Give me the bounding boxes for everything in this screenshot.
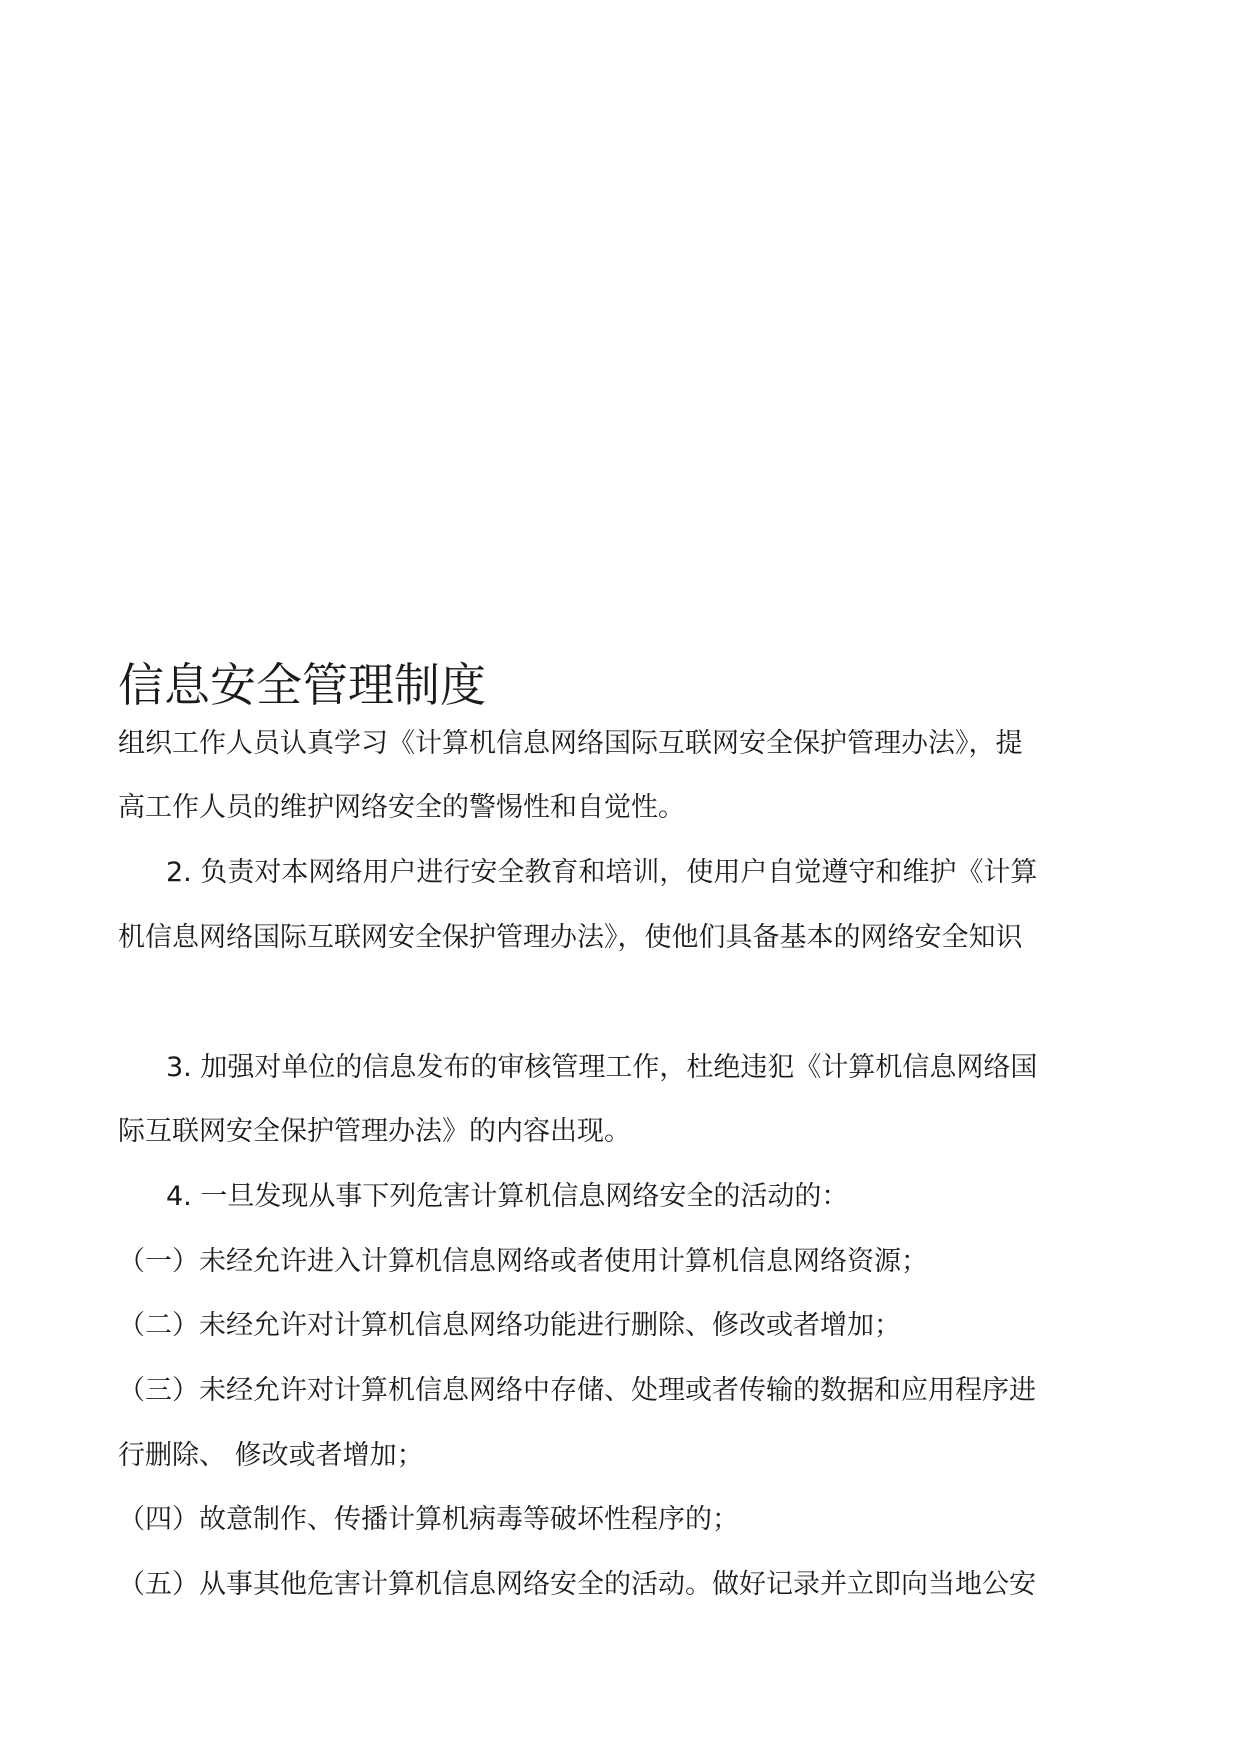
paragraph-line: 4. 一旦发现从事下列危害计算机信息网络安全的活动的： <box>166 1181 849 1212</box>
paragraph-line: 机信息网络国际互联网安全保护管理办法》，使他们具备基本的网络安全知识 <box>118 922 1023 953</box>
paragraph-line: 际互联网安全保护管理办法》的内容出现。 <box>118 1116 631 1147</box>
document-title: 信息安全管理制度 <box>118 658 486 712</box>
paragraph-line: （四）故意制作、传播计算机病毒等破坏性程序的； <box>118 1504 739 1535</box>
paragraph-line: 行删除、 修改或者增加； <box>118 1440 424 1471</box>
paragraph-line: 高工作人员的维护网络安全的警惕性和自觉性。 <box>118 792 685 823</box>
paragraph-line: 2. 负责对本网络用户进行安全教育和培训，使用户自觉遵守和维护《计算 <box>166 857 1038 888</box>
paragraph-line: （三）未经允许对计算机信息网络中存储、处理或者传输的数据和应用程序进 <box>118 1375 1036 1406</box>
paragraph-line: （一）未经允许进入计算机信息网络或者使用计算机信息网络资源； <box>118 1246 928 1277</box>
paragraph-line: （二）未经允许对计算机信息网络功能进行删除、修改或者增加； <box>118 1310 901 1341</box>
paragraph-line: 3. 加强对单位的信息发布的审核管理工作，杜绝违犯《计算机信息网络国 <box>166 1052 1038 1083</box>
paragraph-line: 组织工作人员认真学习《计算机信息网络国际互联网安全保护管理办法》，提 <box>118 728 1023 759</box>
paragraph-line: （五）从事其他危害计算机信息网络安全的活动。做好记录并立即向当地公安 <box>118 1569 1036 1600</box>
